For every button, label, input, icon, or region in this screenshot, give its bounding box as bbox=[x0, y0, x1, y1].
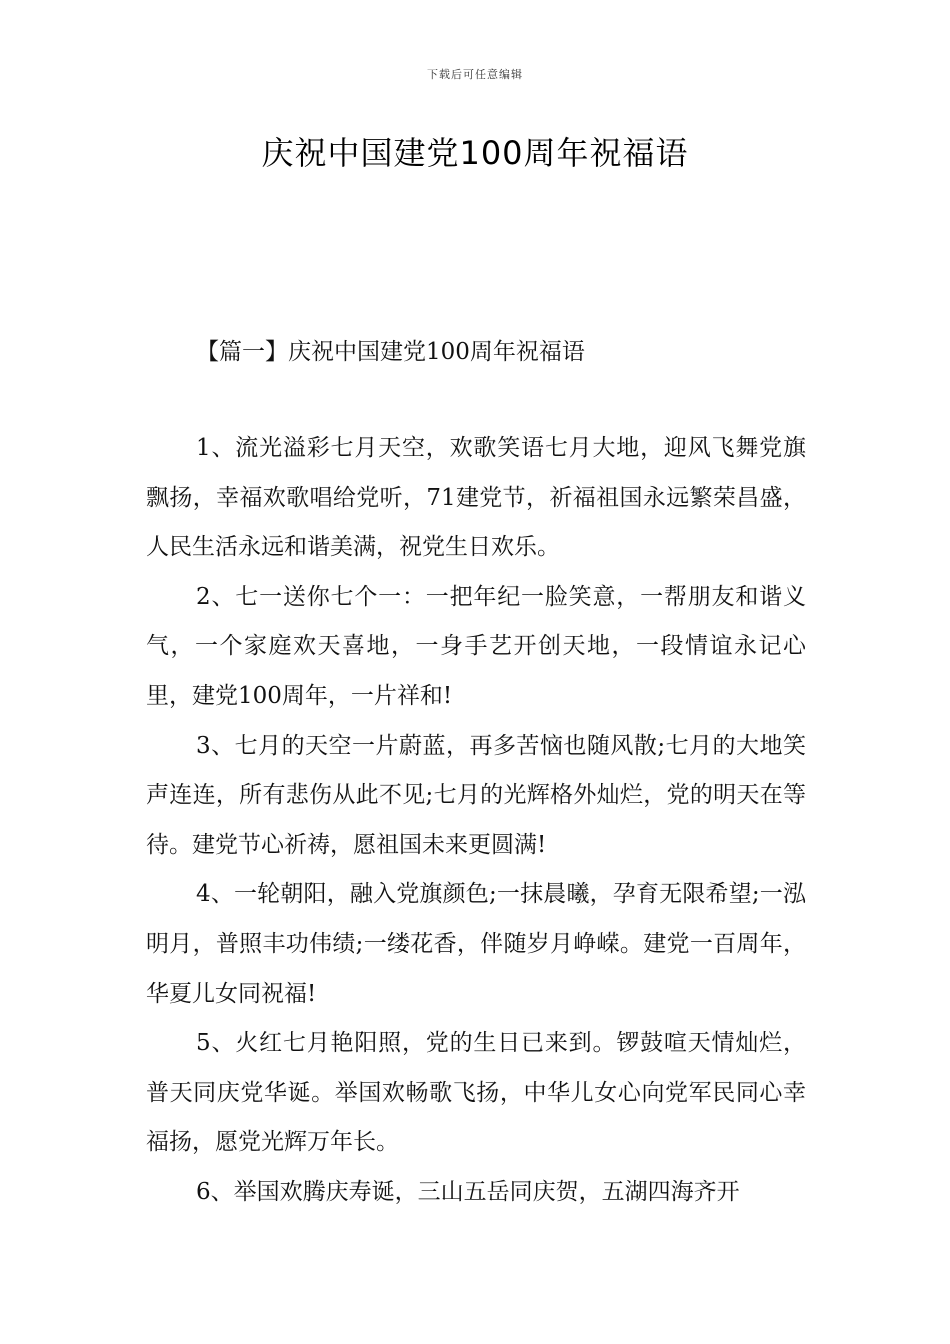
paragraph-6: 6、举国欢腾庆寿诞，三山五岳同庆贺，五湖四海齐开 bbox=[196, 1178, 740, 1205]
paragraph-3: 3、七月的天空一片蔚蓝，再多苦恼也随风散;七月的大地笑声连连，所有悲伤从此不见;七月的光辉格外灿烂，党的明天在等待。建党节心祈祷，愿祖国未来更圆满! bbox=[146, 732, 806, 858]
paragraph-1: 1、流光溢彩七月天空，欢歌笑语七月大地，迎风飞舞党旗飘扬，幸福欢歌唱给党听，71建党节，祈福祖国永远繁荣昌盛，人民生活永远和谐美满，祝党生日欢乐。 bbox=[146, 435, 806, 561]
paragraph-5: 5、火红七月艳阳照，党的生日已来到。锣鼓喧天情灿烂，普天同庆党华诞。举国欢畅歌飞扬，中华儿女心向党军民同心幸福扬，愿党光辉万年长。 bbox=[146, 1030, 806, 1156]
header-note: 下载后可任意编辑 bbox=[427, 68, 523, 81]
section-heading: 【篇一】庆祝中国建党100周年祝福语 bbox=[196, 339, 585, 365]
paragraph-4: 4、一轮朝阳，融入党旗颜色;一抹晨曦，孕育无限希望;一泓明月，普照丰功伟绩;一缕花香，伴随岁月峥嵘。建党一百周年，华夏儿女同祝福! bbox=[146, 881, 806, 1007]
document-title: 庆祝中国建党100周年祝福语 bbox=[261, 134, 689, 172]
body-text bbox=[146, 424, 806, 1218]
paragraph-2: 2、七一送你七个一：一把年纪一脸笑意，一帮朋友和谐义气，一个家庭欢天喜地，一身手艺开创天地，一段情谊永记心里，建党100周年，一片祥和! bbox=[146, 583, 806, 709]
